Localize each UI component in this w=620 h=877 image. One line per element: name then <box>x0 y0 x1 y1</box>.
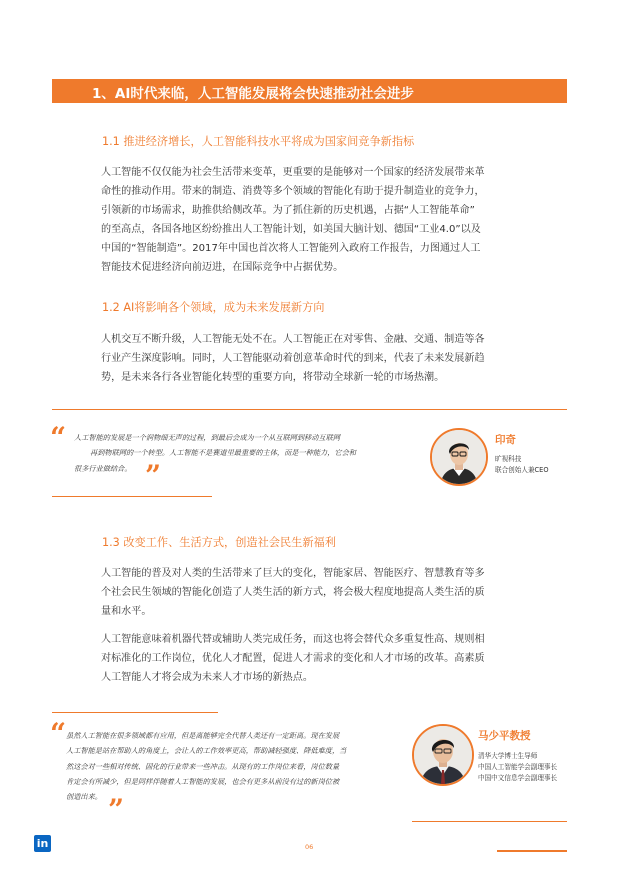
paragraph-1-3-b <box>101 630 521 687</box>
avatar-yin-qi <box>430 428 488 486</box>
person-name-ma-shaoping: 马少平教授 <box>478 730 531 742</box>
paragraph-1-3-a <box>101 564 521 621</box>
person-name-yin-qi: 印奇 <box>495 434 516 446</box>
text-line: 人工智能人才将会成为未来人才市场的新热点。 <box>101 672 313 683</box>
paragraph-1-2 <box>101 330 521 387</box>
quote-line: 肯定会有所减少，但是同样伴随着人工智能的发展，也会有更多从前没有过的新岗位被 <box>66 776 340 786</box>
person-titles-yin-qi <box>495 454 549 476</box>
quote-line: 创造出来。 <box>66 792 102 802</box>
open-quote-icon: “ <box>50 717 67 750</box>
close-quote-icon: ” <box>145 459 162 492</box>
text-line: 命性的推动作用。带来的制造、消费等多个领域的智能化有助于提升制造业的竞争力， <box>101 186 485 197</box>
quote-line: 人工智能是站在帮助人的角度上，会让人的工作效率更高，帮助减轻强度、降低难度，当 <box>66 746 347 756</box>
avatar-ma-shaoping <box>412 724 474 786</box>
person-title: 中国人工智能学会副理事长 <box>478 763 558 771</box>
text-line: 中国的“智能制造”。2017年中国也首次将人工智能列入政府工作报告，力图通过人工 <box>101 243 481 254</box>
quote-top-rule <box>52 409 567 410</box>
subheading-1-3: 1.3 改变工作、生活方式，创造社会民生新福利 <box>102 536 336 549</box>
subheading-1-2: 1.2 AI将影响各个领域，成为未来发展新方向 <box>102 301 325 314</box>
person-titles-ma-shaoping <box>478 751 557 784</box>
person-title: 联合创始人兼CEO <box>495 466 549 474</box>
quote-line: 虽然人工智能在很多领域都有应用，但是离能够完全代替人类还有一定距离。现在发展 <box>66 731 340 740</box>
text-line: 个社会民生领域的智能化创造了人类生活的新方式，将会极大程度地提高人类生活的质 <box>101 587 485 598</box>
section-title: 1、AI时代来临，人工智能发展将会快速推动社会进步 <box>92 86 414 102</box>
text-line: 对标准化的工作岗位，优化人才配置，促进人才需求的变化和人才市场的改革。高素质 <box>101 653 485 664</box>
text-line: 智能技术促进经济向前迈进，在国际竞争中占据优势。 <box>101 262 344 273</box>
page-number: 06 <box>305 843 314 851</box>
paragraph-1-1 <box>101 163 521 277</box>
open-quote-icon: “ <box>50 421 67 454</box>
text-line: 的至高点，各国各地区纷纷推出人工智能计划，如美国大脑计划、德国“工业4.0”以及 <box>101 224 481 235</box>
subheading-1-1: 1.1 推进经济增长，人工智能科技水平将成为国家间竞争新指标 <box>102 135 415 148</box>
text-line: 人工智能意味着机器代替或辅助人类完成任务，而这也将会替代众多重复性高、规则相 <box>101 634 485 645</box>
text-line: 势，是未来各行各业智能化转型的重要方向，将带动全球新一轮的市场热潮。 <box>101 372 445 383</box>
quote-bottom-rule <box>52 496 212 497</box>
quote-top-rule <box>52 712 218 713</box>
text-line: 引领新的市场需求，助推供给侧改革。为了抓住新的历史机遇，占据“人工智能革命” <box>101 205 475 216</box>
linkedin-logo: in <box>34 835 51 852</box>
text-line: 行业产生深度影响。同时，人工智能驱动着创意革命时代的到来，代表了未来发展新趋 <box>101 353 485 364</box>
text-line: 量和水平。 <box>101 606 152 617</box>
quote-line: 很多行业做结合。 <box>74 463 132 473</box>
person-title: 中国中文信息学会副理事长 <box>478 774 558 782</box>
text-line: 人工智能的普及对人类的生活带来了巨大的变化，智能家居、智能医疗、智慧教育等多 <box>101 568 485 579</box>
footer-accent-line <box>497 850 567 852</box>
person-title: 清华大学博士生导师 <box>478 752 538 760</box>
section-banner <box>52 79 567 103</box>
person-title: 旷视科技 <box>495 455 522 463</box>
quote-bottom-rule <box>412 821 567 822</box>
text-line: 人机交互不断升级，人工智能无处不在。人工智能正在对零售、金融、交通、制造等各 <box>101 334 485 345</box>
quote-line: 再到物联网的一个转型。人工智能不是赛道里最重要的主体，而是一种能力，它会和 <box>90 448 356 458</box>
close-quote-icon: ” <box>108 793 125 826</box>
quote-line: 人工智能的发展是一个润物细无声的过程，到最后会成为一个从互联网到移动互联网 <box>74 433 340 442</box>
quote-line: 然这会对一些相对传统、固化的行业带来一些冲击。从现有的工作岗位来看，岗位数量 <box>66 761 340 771</box>
quote-text-1 <box>74 430 406 476</box>
text-line: 人工智能不仅仅能为社会生活带来变革，更重要的是能够对一个国家的经济发展带来革 <box>101 167 485 178</box>
